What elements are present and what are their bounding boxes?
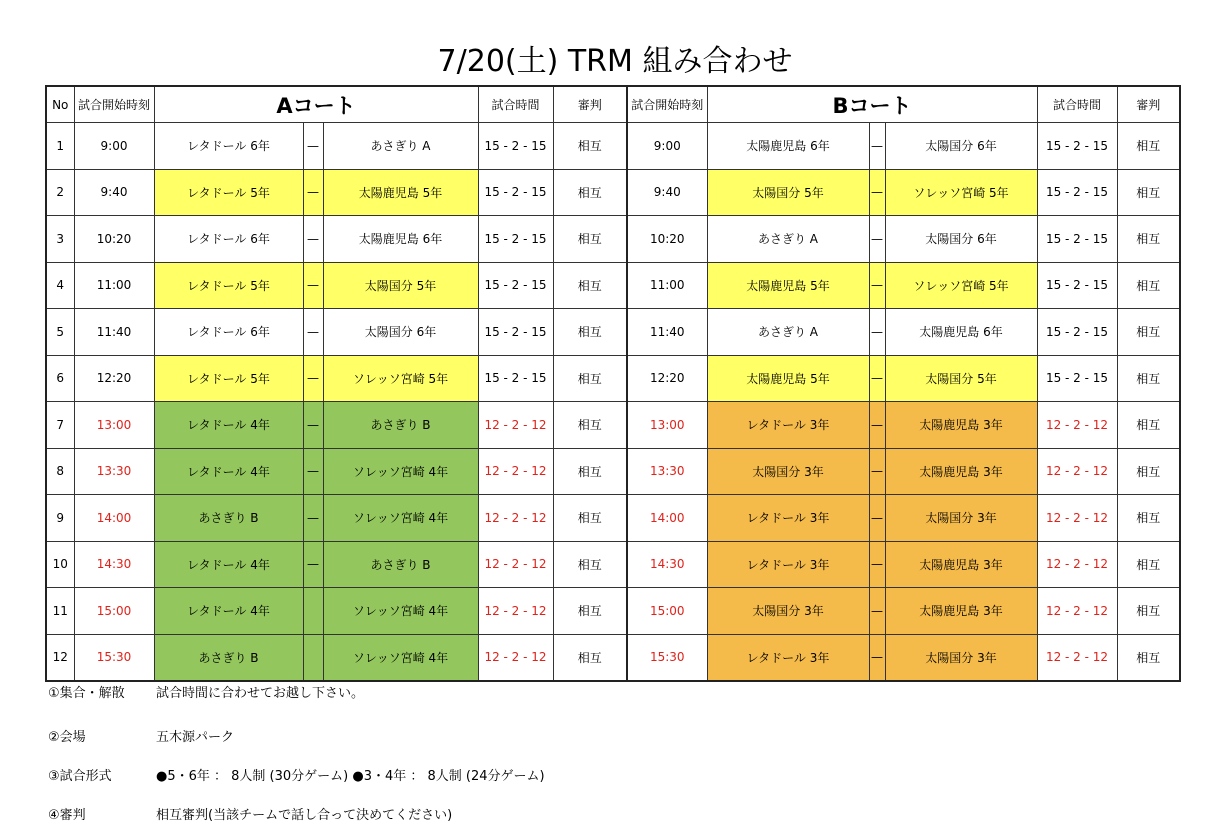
court-a-referee: 相互 — [553, 262, 627, 309]
court-a-vs-dash: — — [303, 309, 323, 356]
court-a-team-1: レタドール 6年 — [154, 309, 303, 356]
court-b-team-2: 太陽鹿児島 3年 — [885, 402, 1037, 449]
court-a-start-time: 10:20 — [74, 216, 154, 263]
court-a-vs-dash: — — [303, 216, 323, 263]
table-row — [46, 309, 1180, 356]
court-a-team-1: あさぎり B — [154, 495, 303, 542]
court-b-team-1: 太陽鹿児島 5年 — [707, 355, 869, 402]
court-b-vs-dash: — — [869, 402, 885, 449]
table-row — [46, 262, 1180, 309]
court-a-referee: 相互 — [553, 355, 627, 402]
court-a-match-time: 15 - 2 - 15 — [478, 123, 553, 170]
note-text: 試合時間に合わせてお越し下さい。 — [156, 686, 365, 701]
court-a-start-time: 15:00 — [74, 588, 154, 635]
court-a-start-time: 11:00 — [74, 262, 154, 309]
court-b-vs-dash: — — [869, 216, 885, 263]
court-b-referee: 相互 — [1117, 495, 1180, 542]
court-b-vs-dash: — — [869, 123, 885, 170]
court-a-match-time: 12 - 2 - 12 — [478, 541, 553, 588]
court-b-team-2: 太陽鹿児島 3年 — [885, 588, 1037, 635]
court-a-start-time: 9:00 — [74, 123, 154, 170]
table-row — [46, 448, 1180, 495]
court-a-team-1: レタドール 6年 — [154, 216, 303, 263]
court-b-referee: 相互 — [1117, 216, 1180, 263]
court-b-vs-dash: — — [869, 309, 885, 356]
court-b-team-2: ソレッソ宮崎 5年 — [885, 262, 1037, 309]
row-no: 8 — [46, 448, 74, 495]
court-a-team-1: レタドール 4年 — [154, 541, 303, 588]
court-b-referee: 相互 — [1117, 634, 1180, 681]
court-b-start-time: 13:00 — [627, 402, 707, 449]
court-a-team-1: レタドール 4年 — [154, 448, 303, 495]
court-b-referee: 相互 — [1117, 541, 1180, 588]
table-row — [46, 169, 1180, 216]
court-b-start-time: 11:40 — [627, 309, 707, 356]
court-b-referee: 相互 — [1117, 588, 1180, 635]
court-b-team-1: あさぎり A — [707, 216, 869, 263]
court-b-vs-dash: — — [869, 541, 885, 588]
court-a-referee: 相互 — [553, 541, 627, 588]
court-b-match-time: 15 - 2 - 15 — [1037, 123, 1117, 170]
court-b-referee: 相互 — [1117, 262, 1180, 309]
court-b-referee: 相互 — [1117, 355, 1180, 402]
court-a-referee: 相互 — [553, 588, 627, 635]
row-no: 2 — [46, 169, 74, 216]
court-a-team-2: ソレッソ宮崎 4年 — [323, 634, 478, 681]
court-b-team-1: 太陽国分 3年 — [707, 588, 869, 635]
row-no: 9 — [46, 495, 74, 542]
court-b-match-time: 12 - 2 - 12 — [1037, 495, 1117, 542]
court-b-match-time: 15 - 2 - 15 — [1037, 309, 1117, 356]
court-b-match-time: 15 - 2 - 15 — [1037, 262, 1117, 309]
court-b-referee: 相互 — [1117, 169, 1180, 216]
court-b-referee: 相互 — [1117, 448, 1180, 495]
row-no: 7 — [46, 402, 74, 449]
court-a-start-time: 13:30 — [74, 448, 154, 495]
court-b-match-time: 12 - 2 - 12 — [1037, 448, 1117, 495]
court-a-vs-dash: — — [303, 448, 323, 495]
court-b-team-2: 太陽鹿児島 6年 — [885, 309, 1037, 356]
court-a-start-time: 13:00 — [74, 402, 154, 449]
court-a-team-1: レタドール 5年 — [154, 262, 303, 309]
note-text: ●5・6年 ： 8人制 (30分ゲーム) ●3・4年 ： 8人制 (24分ゲーム) — [156, 769, 545, 784]
court-a-team-2: ソレッソ宮崎 5年 — [323, 355, 478, 402]
court-b-match-time: 15 - 2 - 15 — [1037, 355, 1117, 402]
court-a-referee: 相互 — [553, 634, 627, 681]
court-a-team-2: ソレッソ宮崎 4年 — [323, 495, 478, 542]
court-b-team-1: あさぎり A — [707, 309, 869, 356]
table-row — [46, 216, 1180, 263]
table-row — [46, 541, 1180, 588]
court-a-vs-dash: — — [303, 262, 323, 309]
header-row — [46, 86, 1180, 123]
row-no: 10 — [46, 541, 74, 588]
court-a-referee: 相互 — [553, 495, 627, 542]
table-row — [46, 355, 1180, 402]
court-a-start-time: 15:30 — [74, 634, 154, 681]
court-a-referee: 相互 — [553, 216, 627, 263]
court-b-start-time: 15:00 — [627, 588, 707, 635]
court-a-start-time: 14:30 — [74, 541, 154, 588]
court-a-team-2: あさぎり B — [323, 541, 478, 588]
row-no: 5 — [46, 309, 74, 356]
court-b-referee: 相互 — [1117, 123, 1180, 170]
court-b-start-time: 14:00 — [627, 495, 707, 542]
court-b-vs-dash: — — [869, 448, 885, 495]
court-a-match-time: 15 - 2 - 15 — [478, 309, 553, 356]
court-a-team-1: レタドール 5年 — [154, 355, 303, 402]
court-a-team-2: 太陽鹿児島 6年 — [323, 216, 478, 263]
court-b-team-1: 太陽国分 5年 — [707, 169, 869, 216]
court-b-vs-dash: — — [869, 355, 885, 402]
court-a-vs-dash: — — [303, 355, 323, 402]
court-b-team-1: 太陽鹿児島 5年 — [707, 262, 869, 309]
table-row — [46, 588, 1180, 635]
header-start-time-b: 試合開始時刻 — [627, 86, 707, 123]
row-no: 11 — [46, 588, 74, 635]
court-b-team-1: 太陽国分 3年 — [707, 448, 869, 495]
court-a-start-time: 12:20 — [74, 355, 154, 402]
row-no: 1 — [46, 123, 74, 170]
court-b-start-time: 9:00 — [627, 123, 707, 170]
court-b-team-2: 太陽鹿児島 3年 — [885, 541, 1037, 588]
court-b-team-1: レタドール 3年 — [707, 495, 869, 542]
court-b-team-2: ソレッソ宮崎 5年 — [885, 169, 1037, 216]
court-b-match-time: 12 - 2 - 12 — [1037, 634, 1117, 681]
court-b-referee: 相互 — [1117, 402, 1180, 449]
court-b-start-time: 14:30 — [627, 541, 707, 588]
header-no: No — [46, 86, 74, 123]
court-b-team-2: 太陽国分 3年 — [885, 495, 1037, 542]
court-a-team-2: あさぎり A — [323, 123, 478, 170]
court-b-match-time: 12 - 2 - 12 — [1037, 541, 1117, 588]
court-b-start-time: 10:20 — [627, 216, 707, 263]
note-label: ④審判 — [48, 808, 86, 823]
table-row — [46, 402, 1180, 449]
court-a-team-1: レタドール 5年 — [154, 169, 303, 216]
court-a-team-2: ソレッソ宮崎 4年 — [323, 448, 478, 495]
header-match-time-b: 試合時間 — [1037, 86, 1117, 123]
header-referee-b: 審判 — [1117, 86, 1180, 123]
court-b-referee: 相互 — [1117, 309, 1180, 356]
court-a-vs-dash — [303, 588, 323, 635]
header-court-a: Aコート — [154, 86, 478, 123]
court-a-vs-dash: — — [303, 123, 323, 170]
header-court-b: Bコート — [707, 86, 1037, 123]
court-a-team-2: 太陽国分 6年 — [323, 309, 478, 356]
table-row — [46, 634, 1180, 681]
court-b-vs-dash: — — [869, 495, 885, 542]
court-a-start-time: 9:40 — [74, 169, 154, 216]
court-b-start-time: 15:30 — [627, 634, 707, 681]
note-label: ③試合形式 — [48, 769, 112, 784]
court-a-match-time: 12 - 2 - 12 — [478, 402, 553, 449]
court-b-start-time: 12:20 — [627, 355, 707, 402]
court-a-vs-dash: — — [303, 541, 323, 588]
court-a-match-time: 12 - 2 - 12 — [478, 588, 553, 635]
note-label: ①集合・解散 — [48, 686, 125, 701]
court-a-team-1: レタドール 6年 — [154, 123, 303, 170]
court-b-vs-dash: — — [869, 169, 885, 216]
header-referee-a: 審判 — [553, 86, 627, 123]
court-a-vs-dash: — — [303, 495, 323, 542]
note-label: ②会場 — [48, 730, 86, 745]
court-b-match-time: 15 - 2 - 15 — [1037, 169, 1117, 216]
court-b-vs-dash: — — [869, 588, 885, 635]
court-a-match-time: 15 - 2 - 15 — [478, 216, 553, 263]
court-a-vs-dash — [303, 634, 323, 681]
court-a-start-time: 11:40 — [74, 309, 154, 356]
court-a-team-2: 太陽鹿児島 5年 — [323, 169, 478, 216]
court-a-team-2: 太陽国分 5年 — [323, 262, 478, 309]
court-b-team-2: 太陽鹿児島 3年 — [885, 448, 1037, 495]
court-b-start-time: 13:30 — [627, 448, 707, 495]
court-a-team-2: ソレッソ宮崎 4年 — [323, 588, 478, 635]
header-start-time-a: 試合開始時刻 — [74, 86, 154, 123]
court-b-match-time: 12 - 2 - 12 — [1037, 588, 1117, 635]
court-a-team-1: レタドール 4年 — [154, 402, 303, 449]
court-b-team-2: 太陽国分 5年 — [885, 355, 1037, 402]
row-no: 3 — [46, 216, 74, 263]
court-b-team-2: 太陽国分 3年 — [885, 634, 1037, 681]
note-text: 五木源パーク — [156, 730, 235, 745]
schedule-table — [45, 85, 1181, 682]
court-a-match-time: 15 - 2 - 15 — [478, 355, 553, 402]
court-b-team-1: レタドール 3年 — [707, 634, 869, 681]
court-b-vs-dash: — — [869, 262, 885, 309]
court-b-start-time: 9:40 — [627, 169, 707, 216]
court-b-team-2: 太陽国分 6年 — [885, 216, 1037, 263]
court-a-referee: 相互 — [553, 309, 627, 356]
court-b-start-time: 11:00 — [627, 262, 707, 309]
court-a-match-time: 12 - 2 - 12 — [478, 448, 553, 495]
court-a-referee: 相互 — [553, 169, 627, 216]
page-title: 7/20(土) TRM 組み合わせ — [437, 44, 793, 79]
court-b-match-time: 12 - 2 - 12 — [1037, 402, 1117, 449]
court-a-start-time: 14:00 — [74, 495, 154, 542]
row-no: 4 — [46, 262, 74, 309]
court-b-team-1: 太陽鹿児島 6年 — [707, 123, 869, 170]
court-b-match-time: 15 - 2 - 15 — [1037, 216, 1117, 263]
table-row — [46, 495, 1180, 542]
court-b-team-1: レタドール 3年 — [707, 541, 869, 588]
court-a-vs-dash: — — [303, 402, 323, 449]
court-a-match-time: 12 - 2 - 12 — [478, 495, 553, 542]
header-match-time-a: 試合時間 — [478, 86, 553, 123]
court-a-team-1: あさぎり B — [154, 634, 303, 681]
court-b-vs-dash: — — [869, 634, 885, 681]
row-no: 12 — [46, 634, 74, 681]
court-a-vs-dash: — — [303, 169, 323, 216]
court-b-team-2: 太陽国分 6年 — [885, 123, 1037, 170]
court-a-team-2: あさぎり B — [323, 402, 478, 449]
court-a-referee: 相互 — [553, 123, 627, 170]
court-a-referee: 相互 — [553, 448, 627, 495]
court-b-team-1: レタドール 3年 — [707, 402, 869, 449]
note-text: 相互審判(当該チームで話し合って決めてください) — [156, 808, 453, 823]
table-row — [46, 123, 1180, 170]
court-a-match-time: 15 - 2 - 15 — [478, 262, 553, 309]
court-a-match-time: 12 - 2 - 12 — [478, 634, 553, 681]
court-a-match-time: 15 - 2 - 15 — [478, 169, 553, 216]
court-a-referee: 相互 — [553, 402, 627, 449]
row-no: 6 — [46, 355, 74, 402]
court-a-team-1: レタドール 4年 — [154, 588, 303, 635]
